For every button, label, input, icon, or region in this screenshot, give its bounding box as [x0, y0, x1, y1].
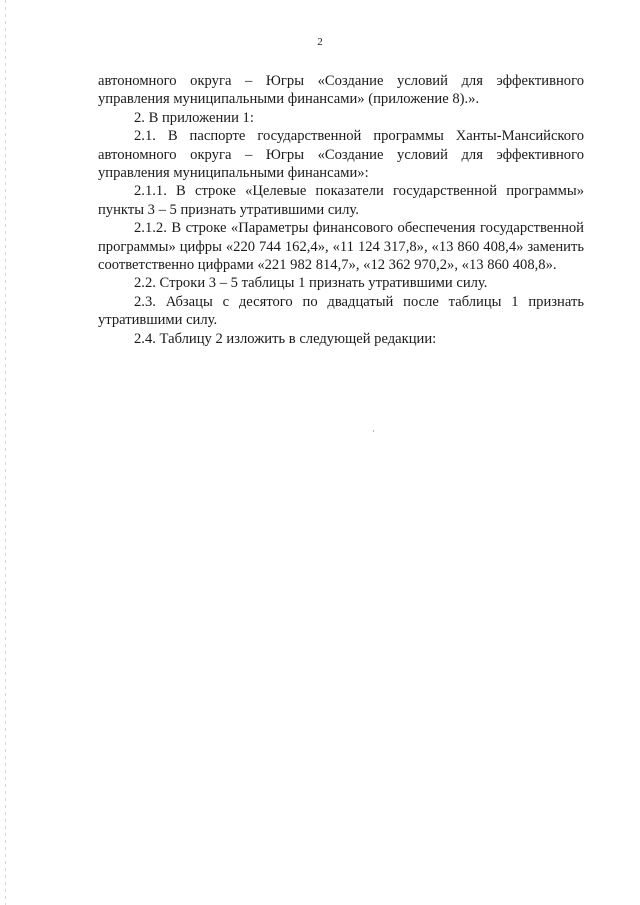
paragraph-continuation: автономного округа – Югры «Создание условий для эффективного управления муниципальными финансами» (приложение 8).».: [98, 73, 584, 108]
paragraph-item-2-1-1: 2.1.1. В строке «Целевые показатели государственной программы» пункты 3 – 5 признать утратившими силу.: [98, 183, 584, 218]
paragraph-item-2-1: 2.1. В паспорте государственной программы Ханты-Мансийского автономного округа – Югры «Создание условий для эффективного управления муниципальными финансами»:: [98, 128, 584, 182]
paragraph-item-2-1-2: 2.1.2. В строке «Параметры финансового обеспечения государственной программы» цифры «220 744 162,4», «11 124 317,8», «13 860 408,4» заменить соответственно цифрами «221 982 814,7», «12 362 970,2», «13 860 408,8».: [98, 220, 584, 274]
page-number: 2: [317, 36, 323, 48]
paragraph-item-2-4: 2.4. Таблицу 2 изложить в следующей редакции:: [134, 330, 437, 347]
paragraph-item-2-2: 2.2. Строки 3 – 5 таблицы 1 признать утратившими силу.: [134, 275, 488, 292]
paragraph-item-2-3: 2.3. Абзацы с десятого по двадцатый после таблицы 1 признать утратившими силу.: [98, 293, 584, 329]
scan-edge-mark: [5, 0, 6, 905]
paragraph-item-2: 2. В приложении 1:: [134, 109, 254, 126]
document-body: [98, 72, 584, 348]
scan-speck: [373, 430, 374, 432]
